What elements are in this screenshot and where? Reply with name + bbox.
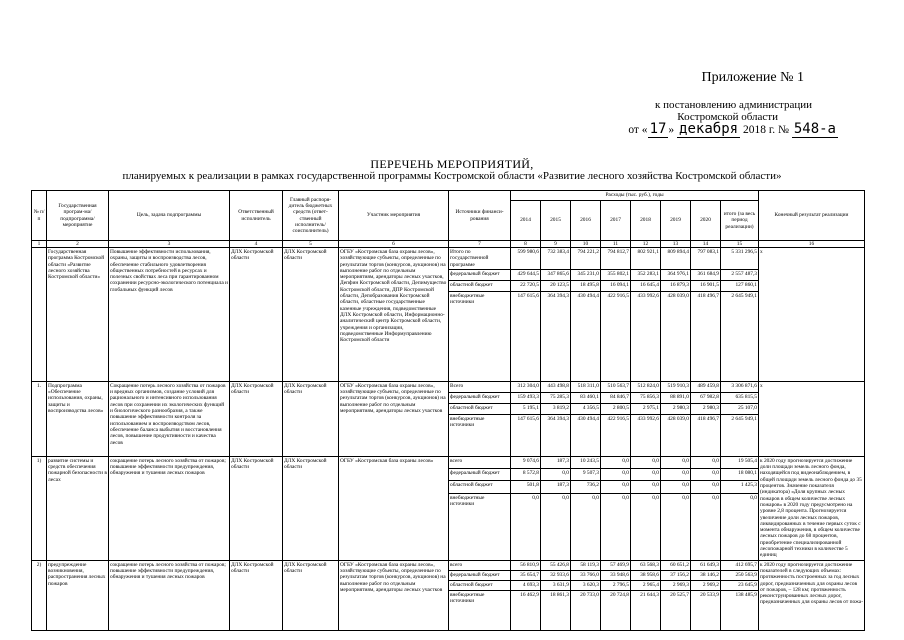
funding-value: 736,2 <box>571 481 601 493</box>
column-index: 15 <box>721 241 759 248</box>
funding-value: 5 195,1 <box>511 403 541 414</box>
date-mid: » <box>668 124 675 136</box>
date-prefix: от « <box>628 124 648 136</box>
funding-value: 2 975,1 <box>631 403 661 414</box>
col-year: 2014 <box>511 201 541 241</box>
funding-value: 22 720,5 <box>511 280 541 291</box>
row-responsible: ДЛХ Костромской области <box>230 248 283 382</box>
funding-value: 20 525,7 <box>661 590 691 630</box>
funding-value: 67 982,8 <box>691 392 721 403</box>
funding-value: 418 496,7 <box>691 414 721 456</box>
col-result: Конечный результат реализации <box>759 191 865 241</box>
funding-value: 2 796,5 <box>601 580 631 590</box>
measures-table <box>31 190 865 631</box>
funding-value: 2 965,4 <box>631 580 661 590</box>
funding-value: 3 306 871,6 <box>721 381 759 392</box>
table-row <box>32 456 865 468</box>
funding-value: 5 331 296,5 <box>721 248 759 270</box>
row-number: 1. <box>32 381 47 456</box>
row-result: х <box>759 381 865 456</box>
funding-value: 2 969,2 <box>691 580 721 590</box>
funding-value: 0,0 <box>661 481 691 493</box>
funding-value: 797 083,1 <box>691 248 721 270</box>
funding-value: 794 221,2 <box>571 248 601 270</box>
funding-value: 422 916,5 <box>601 414 631 456</box>
funding-value: 18 080,1 <box>721 469 759 481</box>
funding-value: 510 563,7 <box>601 381 631 392</box>
row-budget-manager: ДЛХ Костромской области <box>283 248 339 382</box>
row-goal: Повышение эффективности использования, охраны, защиты и воспроизводства лесов, обеспечение стабильного удовлетворения общественных потребностей в ресурсах и полезных свойствах леса при гарантированном сохранении ресурсно-экологического потенциала и глобальных функций лесов <box>109 248 230 382</box>
table-row <box>32 248 865 270</box>
document-subtitle: планируемых к реализации в рамках государственной программы Костромской области «Развитие лесного хозяйства Костромской области» <box>122 170 782 182</box>
row-number: 1) <box>32 456 47 560</box>
row-participant: ОГБУ «Костромская база охраны лесов», хозяйствующие субъекты, определенные по результатам торгов (конкурсов, аукционов) на выполнение работ по отдельным мероприятиям, арендаторы лесных участков <box>339 560 449 630</box>
funding-value: 802 921,1 <box>631 248 661 270</box>
funding-value: 33 766,0 <box>571 570 601 580</box>
col-year: 2015 <box>541 201 571 241</box>
funding-value: 364 394,3 <box>541 414 571 456</box>
column-index: 13 <box>661 241 691 248</box>
row-participant: ОГБУ «Костромская база охраны лесов», хозяйствующие субъекты, определенные по результатам торгов (конкурсов, аукционов) на выполнение работ по отдельным мероприятиям, арендаторы лесных участков, Депфин Костромской области, Депимущество Костромской области, ДПР Костромской области, Депобразования Костромской области, областные государственные казенные учреждения, подведомственные ДЛХ Костромской области, Информационно-аналитический центр Костромской области, учреждения и организации, подведомственные Информуправлению Костромской области <box>339 248 449 382</box>
funding-value: 2 980,3 <box>691 403 721 414</box>
funding-value: 0,0 <box>661 469 691 481</box>
funding-source: областной бюджет <box>449 403 511 414</box>
funding-value: 2 969,3 <box>661 580 691 590</box>
funding-value: 352 283,1 <box>631 269 661 280</box>
funding-value: 16 879,3 <box>661 280 691 291</box>
row-participant: ОГБУ «Костромская база охраны лесов», хозяйствующие субъекты, определенные по результатам торгов (конкурсов, аукционов) на выполнение работ по отдельным мероприятиям, арендаторы лесных участков <box>339 381 449 456</box>
funding-value: 84 846,7 <box>601 392 631 403</box>
funding-value: 518 311,0 <box>571 381 601 392</box>
funding-value: 0,0 <box>691 469 721 481</box>
funding-value: 430 494,4 <box>571 291 601 381</box>
funding-value: 20 123,5 <box>541 280 571 291</box>
col-year: 2016 <box>571 201 601 241</box>
funding-source: внебюджетные источники <box>449 590 511 630</box>
column-index: 8 <box>511 241 541 248</box>
funding-value: 0,0 <box>541 493 571 560</box>
col-year: 2017 <box>601 201 631 241</box>
row-goal: сокращение потерь лесного хозяйства от пожаров; повышение эффективности предупреждения, обнаружения и тушения лесных пожаров <box>109 560 230 630</box>
funding-value: 16 645,4 <box>631 280 661 291</box>
funding-value: 138 485,9 <box>721 590 759 630</box>
funding-value: 147 615,6 <box>511 414 541 456</box>
funding-value: 443 498,8 <box>541 381 571 392</box>
funding-value: 0,0 <box>601 493 631 560</box>
funding-value: 0,0 <box>721 493 759 560</box>
row-goal: сокращение потерь лесного хозяйства от пожаров; повышение эффективности предупреждения, обнаружения и тушения лесных пожаров <box>109 456 230 560</box>
funding-value: 312 304,0 <box>511 381 541 392</box>
funding-value: 63 568,3 <box>631 560 661 570</box>
funding-value: 35 654,7 <box>511 570 541 580</box>
col-total: итого (за весь период реализации) <box>721 201 759 241</box>
funding-value: 83 460,1 <box>571 392 601 403</box>
funding-value: 433 992,6 <box>631 291 661 381</box>
funding-source: внебюджетные источники <box>449 493 511 560</box>
row-responsible: ДЛХ Костромской области <box>230 560 283 630</box>
column-index: 16 <box>759 241 865 248</box>
funding-source: областной бюджет <box>449 280 511 291</box>
funding-value: 147 615,6 <box>511 291 541 381</box>
funding-value: 0,0 <box>661 493 691 560</box>
funding-value: 57 469,9 <box>601 560 631 570</box>
col-sources: Источники финанси-рования <box>449 191 511 241</box>
funding-value: 56 810,9 <box>511 560 541 570</box>
funding-value: 3 819,2 <box>541 403 571 414</box>
funding-value: 501,8 <box>511 481 541 493</box>
funding-value: 2 980,3 <box>661 403 691 414</box>
funding-value: 4 356,5 <box>571 403 601 414</box>
funding-value: 16 901,5 <box>691 280 721 291</box>
column-index: 14 <box>691 241 721 248</box>
funding-value: 0,0 <box>601 456 631 468</box>
funding-source: Всего <box>449 381 511 392</box>
column-index: 7 <box>449 241 511 248</box>
funding-value: 127 860,1 <box>721 280 759 291</box>
funding-source: внебюджетные источники <box>449 291 511 381</box>
funding-value: 187,3 <box>541 481 571 493</box>
funding-value: 489 459,8 <box>691 381 721 392</box>
funding-source: всего <box>449 456 511 468</box>
funding-value: 10 243,5 <box>571 456 601 468</box>
funding-value: 0,0 <box>631 469 661 481</box>
appendix-date-line <box>628 121 838 137</box>
funding-value: 18 861,3 <box>541 590 571 630</box>
column-index: 9 <box>541 241 571 248</box>
funding-value: 38 146,2 <box>691 570 721 580</box>
funding-value: 418 496,7 <box>691 291 721 381</box>
funding-value: 412 695,7 <box>721 560 759 570</box>
funding-source: Итого по государственной программе <box>449 248 511 270</box>
row-number <box>32 248 47 382</box>
appendix-to-post: к постановлению администрации <box>655 99 812 111</box>
row-program: Государственная программа Костромской области «Развитие лесного хозяйства Костромской области» <box>47 248 109 382</box>
funding-value: 55 426,8 <box>541 560 571 570</box>
column-index: 12 <box>631 241 661 248</box>
row-responsible: ДЛХ Костромской области <box>230 456 283 560</box>
appendix-title: Приложение № 1 <box>701 70 804 85</box>
row-result: х <box>759 248 865 382</box>
funding-value: 347 865,6 <box>541 269 571 280</box>
funding-value: 9 507,3 <box>571 469 601 481</box>
funding-value: 38 958,6 <box>631 570 661 580</box>
column-index-row <box>32 241 865 248</box>
funding-value: 20 533,9 <box>691 590 721 630</box>
funding-value: 635 815,5 <box>721 392 759 403</box>
funding-value: 512 824,0 <box>631 381 661 392</box>
funding-value: 58 119,3 <box>571 560 601 570</box>
funding-value: 16 094,1 <box>601 280 631 291</box>
funding-value: 37 156,2 <box>661 570 691 580</box>
funding-value: 2 800,5 <box>601 403 631 414</box>
funding-value: 433 992,6 <box>631 414 661 456</box>
funding-value: 1 425,3 <box>721 481 759 493</box>
funding-value: 250 563,9 <box>721 570 759 580</box>
column-index: 11 <box>601 241 631 248</box>
funding-value: 21 644,3 <box>631 590 661 630</box>
row-result: к 2020 году прогнозируется достижение доли площади земель лесного фонда, находящейся под видеонаблюдением, в общей площади земель лесного фонда до 35 процентов. Значение показателя (индикатора) «Доля крупных лесных пожаров в общем количестве лесных пожаров» в 2020 году предусмотрено на уровне 2,8 процента. Прогнозируется увеличение доли лесных пожаров, ликвидированных в течение первых суток с момента обнаружения, в общем количестве лесных пожаров до 68 процентов, приобретение специализированной лесопожарной техники в количестве 5 единиц <box>759 456 865 560</box>
row-budget-manager: ДЛХ Костромской области <box>283 456 339 560</box>
row-budget-manager: ДЛХ Костромской области <box>283 560 339 630</box>
measures-body <box>32 248 865 631</box>
funding-value: 0,0 <box>631 493 661 560</box>
funding-value: 345 231,0 <box>571 269 601 280</box>
col-budget-manager: Главный распоря-дитель бюджетных средств (ответ-ственный исполнитель/ соисполнитель) <box>283 191 339 241</box>
col-goal: Цель, задача подпрограммы <box>109 191 230 241</box>
funding-value: 4 693,3 <box>511 580 541 590</box>
funding-value: 0,0 <box>631 481 661 493</box>
funding-source: всего <box>449 560 511 570</box>
funding-value: 0,0 <box>691 493 721 560</box>
funding-value: 75 856,3 <box>631 392 661 403</box>
funding-value: 2 645 949,1 <box>721 414 759 456</box>
funding-value: 599 980,6 <box>511 248 541 270</box>
funding-value: 88 891,0 <box>661 392 691 403</box>
row-responsible: ДЛХ Костромской области <box>230 381 283 456</box>
column-index: 3 <box>109 241 230 248</box>
funding-value: 33 948,6 <box>601 570 631 580</box>
funding-value: 428 039,0 <box>661 414 691 456</box>
funding-value: 429 644,5 <box>511 269 541 280</box>
funding-value: 16 462,9 <box>511 590 541 630</box>
col-year: 2018 <box>631 201 661 241</box>
column-index: 2 <box>47 241 109 248</box>
funding-value: 364 976,1 <box>661 269 691 280</box>
column-index: 10 <box>571 241 601 248</box>
funding-value: 0,0 <box>601 481 631 493</box>
col-num: № п/п <box>32 191 47 241</box>
col-expenses: Расходы (тыс. руб.), годы <box>511 191 759 201</box>
funding-value: 422 916,5 <box>601 291 631 381</box>
funding-value: 355 802,1 <box>601 269 631 280</box>
funding-value: 0,0 <box>571 493 601 560</box>
appendix-region: Костромской области <box>677 111 778 123</box>
funding-value: 809 894,4 <box>661 248 691 270</box>
funding-value: 732 383,4 <box>541 248 571 270</box>
funding-value: 25 107,0 <box>721 403 759 414</box>
row-program: предупреждение возникновения, распространения лесных пожаров <box>47 560 109 630</box>
funding-source: внебюджетные источники <box>449 414 511 456</box>
document-title: ПЕРЕЧЕНЬ МЕРОПРИЯТИЙ, <box>370 157 534 171</box>
row-program: Подпрограмма «Обеспечение использования, охраны, защиты и воспроизводства лесов» <box>47 381 109 456</box>
funding-value: 61 649,3 <box>691 560 721 570</box>
table-row <box>32 560 865 570</box>
funding-value: 32 933,6 <box>541 570 571 580</box>
row-participant: ОГБУ «Костромская база охраны лесов» <box>339 456 449 560</box>
funding-source: федеральный бюджет <box>449 469 511 481</box>
funding-value: 9 074,6 <box>511 456 541 468</box>
funding-source: областной бюджет <box>449 481 511 493</box>
date-year: 2018 г. № <box>742 124 789 136</box>
funding-value: 0,0 <box>511 493 541 560</box>
funding-value: 794 812,7 <box>601 248 631 270</box>
col-year: 2019 <box>661 201 691 241</box>
funding-source: федеральный бюджет <box>449 269 511 280</box>
funding-source: областной бюджет <box>449 580 511 590</box>
funding-value: 0,0 <box>661 456 691 468</box>
funding-value: 364 394,3 <box>541 291 571 381</box>
funding-value: 2 645 949,1 <box>721 291 759 381</box>
row-number: 2) <box>32 560 47 630</box>
funding-value: 3 620,3 <box>571 580 601 590</box>
funding-value: 2 557 487,3 <box>721 269 759 280</box>
row-program: развитие системы и средств обеспечения пожарной безопасности в лесах <box>47 456 109 560</box>
funding-value: 20 733,0 <box>571 590 601 630</box>
funding-value: 0,0 <box>631 456 661 468</box>
funding-value: 159 493,3 <box>511 392 541 403</box>
row-goal: Сокращение потерь лесного хозяйства от пожаров и вредных организмов, создание условий для рационального и интенсивного использования лесов при сохранении их экологических функций и биологического разнообразия, а также повышение эффективности контроля за использованием и воспроизводством лесов, обеспечение баланса выбытия и восстановления лесов, повышение продуктивности и качества лесов <box>109 381 230 456</box>
funding-value: 0,0 <box>541 469 571 481</box>
column-index: 1 <box>32 241 47 248</box>
row-budget-manager: ДЛХ Костромской области <box>283 381 339 456</box>
col-responsible: Ответственный исполнитель <box>230 191 283 241</box>
funding-value: 428 039,0 <box>661 291 691 381</box>
funding-value: 75 285,3 <box>541 392 571 403</box>
funding-value: 8 572,8 <box>511 469 541 481</box>
date-number: 548-а <box>793 121 836 137</box>
date-month: декабря <box>679 121 739 137</box>
table-row <box>32 381 865 392</box>
funding-source: федеральный бюджет <box>449 570 511 580</box>
col-year: 2020 <box>691 201 721 241</box>
funding-value: 19 505,4 <box>721 456 759 468</box>
funding-value: 430 494,4 <box>571 414 601 456</box>
column-index: 6 <box>339 241 449 248</box>
funding-value: 18 495,8 <box>571 280 601 291</box>
funding-value: 60 651,2 <box>661 560 691 570</box>
funding-value: 20 724,8 <box>601 590 631 630</box>
col-participant: Участник мероприятия <box>339 191 449 241</box>
funding-value: 23 645,9 <box>721 580 759 590</box>
funding-value: 3 631,9 <box>541 580 571 590</box>
column-index: 5 <box>283 241 339 248</box>
row-result: к 2020 году прогнозируется достижение показателей в следующих объемах: протяженность построенных за год лесных дорог, предназначенных для охраны лесов от пожаров, – 128 км; протяженность реконструированных лесных дорог, предназначенных для охраны лесов от пожа- <box>759 560 865 630</box>
col-program: Государственная програм-ма/подпрограмма/ мероприятие <box>47 191 109 241</box>
date-day: 17 <box>649 121 667 137</box>
funding-value: 0,0 <box>691 456 721 468</box>
funding-value: 187,3 <box>541 456 571 468</box>
funding-value: 0,0 <box>601 469 631 481</box>
column-index: 4 <box>230 241 283 248</box>
funding-value: 361 684,9 <box>691 269 721 280</box>
funding-value: 0,0 <box>691 481 721 493</box>
funding-source: федеральный бюджет <box>449 392 511 403</box>
funding-value: 519 910,3 <box>661 381 691 392</box>
